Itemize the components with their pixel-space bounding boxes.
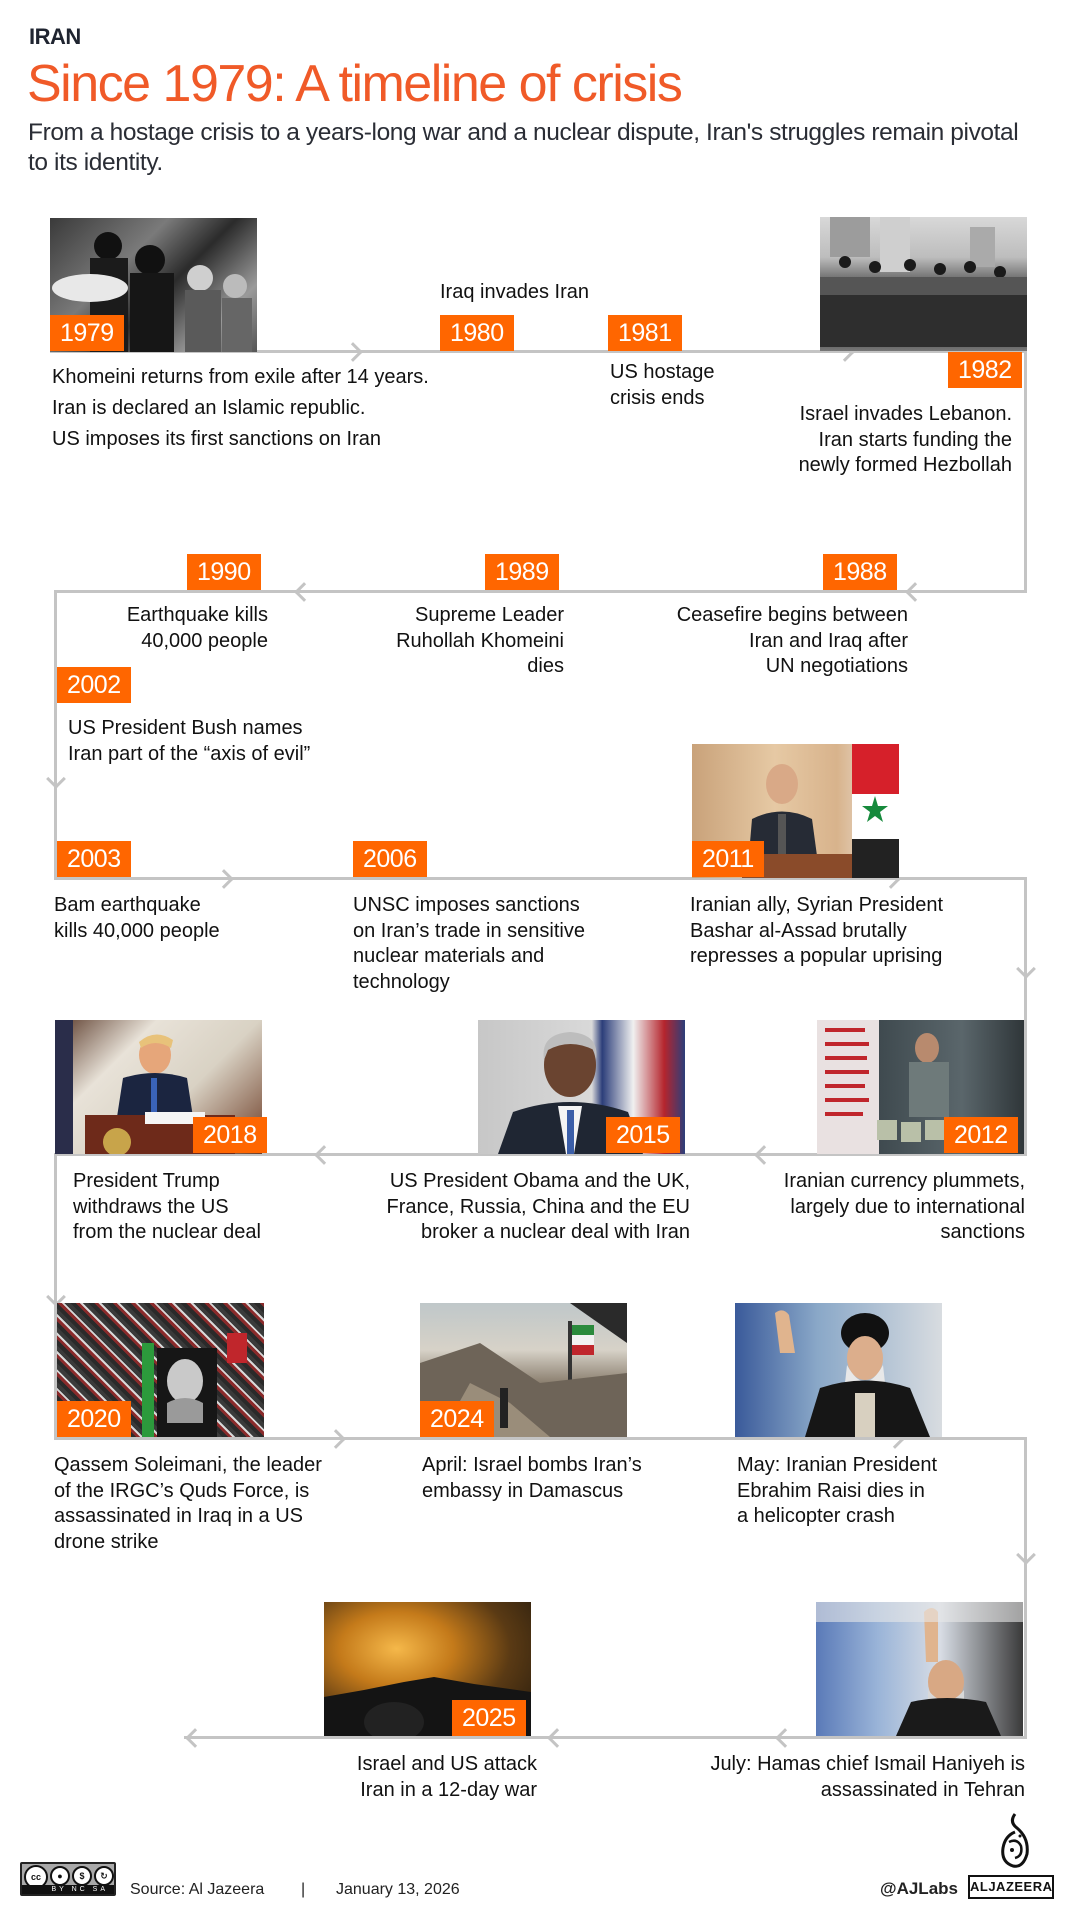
page-title: Since 1979: A timeline of crisis (27, 55, 682, 113)
event-text-2015: US President Obama and the UK, France, Russia, China and the EU broker a nuclear deal with Iran (386, 1170, 690, 1243)
year-badge-2003: 2003 (57, 841, 131, 877)
year-badge-2002: 2002 (57, 667, 131, 703)
year-badge-2015: 2015 (606, 1117, 680, 1153)
arrow-down-icon (1016, 959, 1036, 979)
lebanon-invasion-photo (820, 217, 1027, 351)
timeline-line-left1 (54, 590, 57, 880)
year-badge-1979: 1979 (50, 315, 124, 351)
noncommercial-icon: $ (72, 1866, 92, 1886)
year-badge-1981: 1981 (608, 315, 682, 351)
arrow-right-icon (214, 869, 234, 889)
year-badge-2025: 2025 (452, 1700, 526, 1736)
arrow-left-icon (314, 1145, 334, 1165)
year-badge-1982: 1982 (948, 352, 1022, 388)
timeline-line-right2 (1024, 877, 1027, 1156)
timeline-line-row6 (184, 1736, 1027, 1739)
haniyeh-photo (816, 1602, 1023, 1736)
year-badge-2012: 2012 (944, 1117, 1018, 1153)
event-text-1988: Ceasefire begins between Iran and Iraq after UN negotiations (676, 604, 908, 677)
raisi-photo (735, 1303, 942, 1437)
event-text-1980: Iraq invades Iran (440, 281, 589, 303)
arrow-down-icon (1016, 1545, 1036, 1565)
event-text-1981: US hostage crisis ends (610, 361, 715, 409)
year-badge-2011: 2011 (692, 841, 764, 877)
year-badge-2024: 2024 (420, 1401, 494, 1437)
arrow-down-icon (46, 769, 66, 789)
event-text-1982: Israel invades Lebanon. Iran starts funding the newly formed Hezbollah (798, 403, 1012, 476)
aljazeera-logo-icon (995, 1812, 1037, 1872)
footer-divider: | (301, 1881, 306, 1898)
year-badge-1988: 1988 (823, 554, 897, 590)
year-badge-2006: 2006 (353, 841, 427, 877)
timeline-line-row5 (54, 1437, 1027, 1440)
section-kicker: IRAN (29, 24, 81, 49)
event-text-1979: Khomeini returns from exile after 14 years. Iran is declared an Islamic republic. US imposes its first sanctions on Iran (52, 366, 429, 450)
arrow-left-icon (294, 582, 314, 602)
arrow-right-icon (343, 342, 363, 362)
event-text-1990: Earthquake kills 40,000 people (126, 604, 268, 652)
publish-date: January 13, 2026 (336, 1881, 460, 1898)
event-text-1989: Supreme Leader Ruhollah Khomeini dies (396, 604, 564, 677)
arrow-left-icon (547, 1728, 567, 1748)
sharealike-icon: ↻ (94, 1866, 114, 1886)
event-text-2024-july: July: Hamas chief Ismail Haniyeh is assassinated in Tehran (710, 1753, 1025, 1801)
arrow-left-icon (185, 1728, 205, 1748)
page-subtitle: From a hostage crisis to a years-long war and a nuclear dispute, Iran's struggles remain pivotal to its identity. (28, 119, 1019, 176)
year-badge-1980: 1980 (440, 315, 514, 351)
attribution-icon: ● (50, 1866, 70, 1886)
event-text-2002: US President Bush names Iran part of the “axis of evil” (68, 717, 311, 765)
event-text-2006: UNSC imposes sanctions on Iran’s trade in sensitive nuclear materials and technology (353, 894, 585, 993)
timeline-line-right3 (1024, 1437, 1027, 1739)
social-handle: @AJLabs (880, 1879, 958, 1898)
arrow-left-icon (754, 1145, 774, 1165)
cc-icon: cc (24, 1865, 48, 1889)
event-text-2018: President Trump withdraws the US from the nuclear deal (73, 1170, 261, 1243)
year-badge-1989: 1989 (485, 554, 559, 590)
event-text-2024-april: April: Israel bombs Iran’s embassy in Damascus (422, 1454, 642, 1502)
event-text-2011: Iranian ally, Syrian President Bashar al-Assad brutally represses a popular uprising (690, 894, 944, 967)
year-badge-1990: 1990 (187, 554, 261, 590)
timeline-line-right1 (1024, 350, 1027, 593)
year-badge-2020: 2020 (57, 1401, 131, 1437)
brand-wordmark: ALJAZEERA (968, 1875, 1054, 1899)
timeline-line-row2 (54, 590, 1027, 593)
event-text-2003: Bam earthquake kills 40,000 people (54, 894, 220, 942)
creative-commons-badge (20, 1862, 116, 1896)
event-text-2020: Qassem Soleimani, the leader of the IRGC’s Quds Force, is assassinated in Iraq in a US drone strike (54, 1454, 322, 1553)
arrow-left-icon (905, 582, 925, 602)
event-text-2025: Israel and US attack Iran in a 12-day war (356, 1753, 537, 1801)
arrow-right-icon (326, 1429, 346, 1449)
arrow-left-icon (775, 1728, 795, 1748)
license-labels: BY NC SA (22, 1885, 114, 1894)
event-text-2012: Iranian currency plummets, largely due to international sanctions (783, 1170, 1025, 1243)
event-text-2024-may: May: Iranian President Ebrahim Raisi dies in a helicopter crash (737, 1454, 938, 1527)
source-credit: Source: Al Jazeera (130, 1881, 265, 1898)
year-badge-2018: 2018 (193, 1117, 267, 1153)
